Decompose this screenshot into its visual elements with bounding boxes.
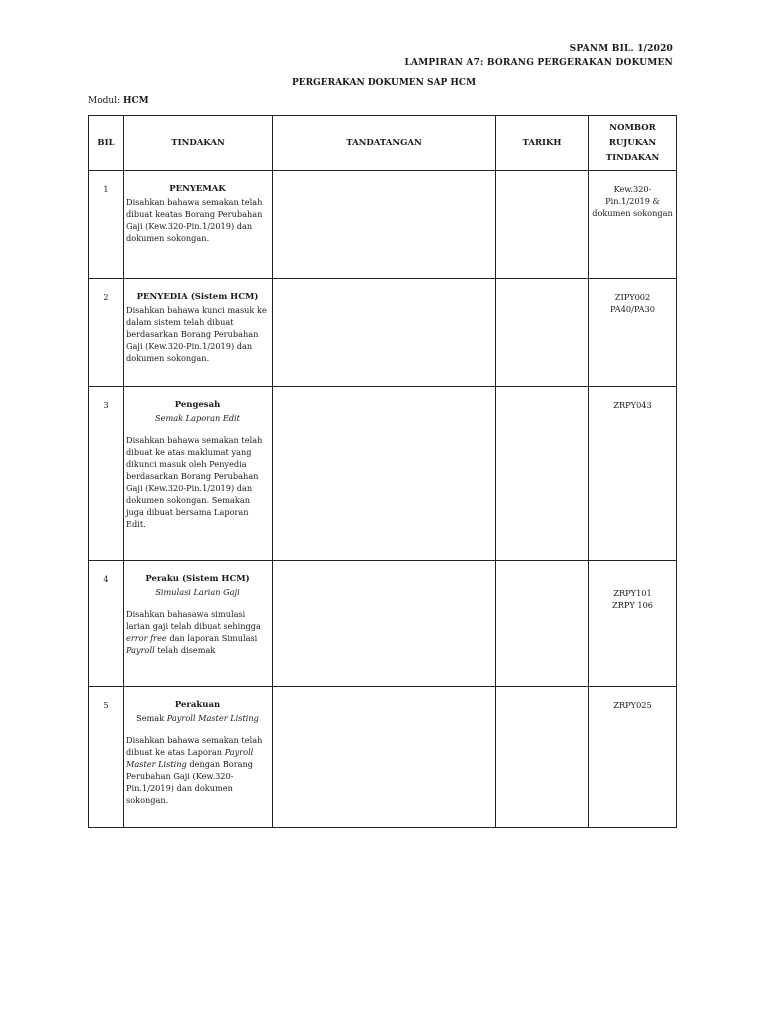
action-subtitle: Semak Laporan Edit (155, 413, 240, 423)
description-emphasis: error free (126, 633, 167, 643)
description-text: dan laporan Simulasi (166, 633, 258, 643)
signature-field[interactable] (273, 561, 496, 687)
cell-nombor-rujukan (589, 687, 677, 828)
column-header-tindakan: TINDAKAN (124, 116, 273, 171)
column-header-tarikh: TARIKH (496, 116, 589, 171)
attachment-title: LAMPIRAN A7: BORANG PERGERAKAN DOKUMEN (404, 58, 673, 68)
subtitle-emphasis: Payroll Master Listing (166, 713, 259, 723)
signature-field[interactable] (273, 171, 496, 279)
cell-bil: 2 (89, 279, 124, 387)
description-text: Disahkan bahawa semakan telah dibuat ke atas Laporan (126, 735, 263, 757)
reference-line: ZRPY 106 (612, 600, 653, 610)
table-row (89, 279, 677, 387)
cell-tindakan (124, 387, 273, 561)
cell-nombor-rujukan (589, 171, 677, 279)
action-subtitle: Simulasi Larian Gaji (155, 587, 240, 597)
action-title: PENYEDIA (Sistem HCM) (136, 292, 259, 302)
action-title: PENYEMAK (169, 184, 226, 194)
date-field[interactable] (496, 279, 589, 387)
cell-nombor-rujukan (589, 387, 677, 561)
cell-tindakan (124, 171, 273, 279)
reference-line: Pin.1/2019 & (605, 196, 660, 206)
signature-field[interactable] (273, 279, 496, 387)
cell-bil: 3 (89, 387, 124, 561)
module-value: HCM (122, 96, 149, 106)
action-description: Disahkan bahawa kunci masuk ke dalam sistem telah dibuat berdasarkan Borang Perubahan Gaji (Kew.320-Pin.1/2019) dan dokumen sokongan. (126, 305, 267, 363)
column-header-tandatangan: TANDATANGAN (273, 116, 496, 171)
reference-line: Kew.320- (613, 184, 652, 194)
document-reference-number: SPANM BIL. 1/2020 (569, 44, 673, 54)
cell-tindakan (124, 687, 273, 828)
cell-nombor-rujukan (589, 279, 677, 387)
date-field[interactable] (496, 171, 589, 279)
description-text: dengan Borang Perubahan Gaji (Kew.320-Pin.1/2019) dan dokumen sokongan. (126, 759, 254, 805)
date-field[interactable] (496, 687, 589, 828)
reference-line: ZRPY101 (613, 588, 652, 598)
document-movement-table (88, 115, 677, 828)
cell-nombor-rujukan (589, 561, 677, 687)
page-title: PERGERAKAN DOKUMEN SAP HCM (291, 78, 477, 88)
module-line (88, 96, 149, 106)
description-text: Disahkan bahasawa simulasi larian gaji telah dibuat sehingga (126, 609, 261, 631)
table-row (89, 171, 677, 279)
reference-line: dokumen sokongan (592, 208, 673, 218)
description-emphasis: Payroll (126, 645, 155, 655)
reference-line: PA40/PA30 (610, 304, 655, 314)
table-header-row (89, 116, 677, 171)
action-description: Disahkan bahawa semakan telah dibuat ke atas maklumat yang dikunci masuk oleh Penyedia berdasarkan Borang Perubahan Gaji (Kew.320-Pin.1/2019) dan dokumen sokongan. Semakan juga dibuat bersama Laporan Edit. (126, 435, 263, 529)
signature-field[interactable] (273, 687, 496, 828)
description-emphasis: Payroll Master Listing (126, 747, 254, 769)
action-subtitle (126, 712, 269, 724)
cell-tindakan (124, 279, 273, 387)
column-header-bil: BIL (89, 116, 124, 171)
cell-bil: 5 (89, 687, 124, 828)
action-description (126, 734, 269, 806)
table-row (89, 561, 677, 687)
description-text: telah disemak (154, 645, 216, 655)
date-field[interactable] (496, 561, 589, 687)
reference-line: ZRPY043 (613, 400, 652, 410)
action-title: Pengesah (174, 400, 221, 410)
date-field[interactable] (496, 387, 589, 561)
subtitle-text: Semak (136, 713, 167, 723)
reference-line: ZRPY025 (613, 700, 652, 710)
signature-field[interactable] (273, 387, 496, 561)
module-label: Modul: (88, 96, 121, 106)
table-row (89, 387, 677, 561)
action-description: Disahkan bahawa semakan telah dibuat keatas Borang Perubahan Gaji (Kew.320-Pin.1/2019) dan dokumen sokongan. (126, 197, 263, 243)
cell-bil: 1 (89, 171, 124, 279)
action-title: Perakuan (174, 700, 221, 710)
cell-bil: 4 (89, 561, 124, 687)
column-header-nombor-rujukan: NOMBOR RUJUKAN TINDAKAN (589, 116, 677, 171)
action-description (126, 608, 269, 656)
table-row (89, 687, 677, 828)
cell-tindakan (124, 561, 273, 687)
reference-line: ZIPY002 (614, 292, 651, 302)
action-title: Peraku (Sistem HCM) (145, 574, 250, 584)
